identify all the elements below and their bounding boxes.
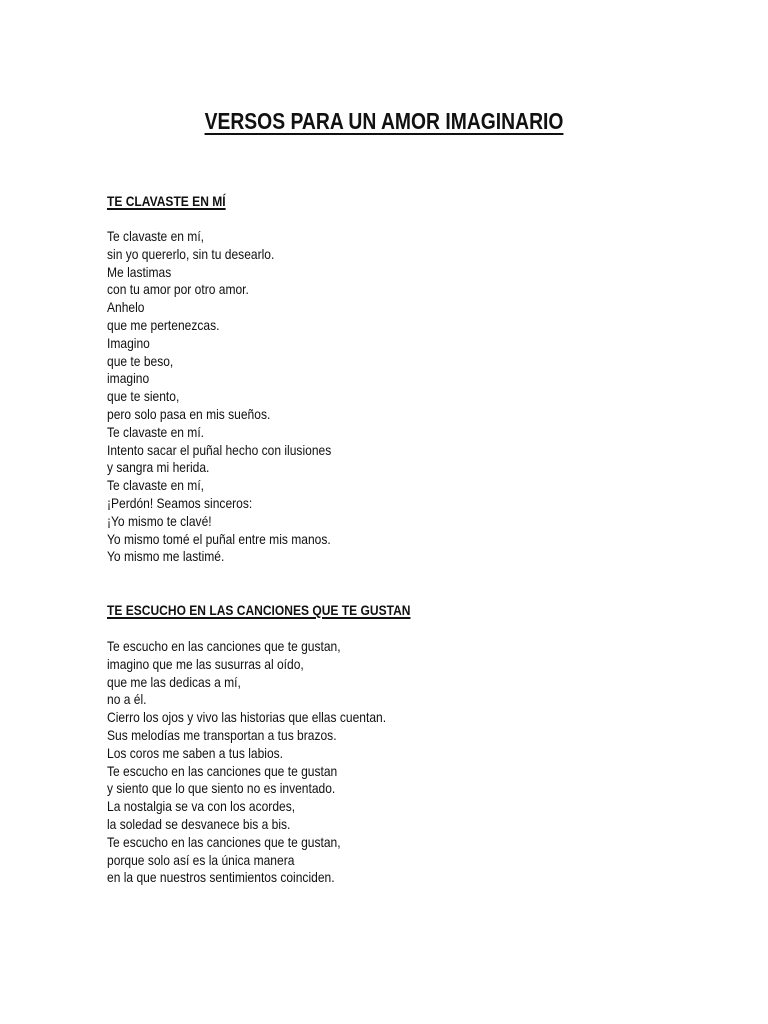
poem-lines <box>107 228 709 566</box>
poem-line: Me lastimas <box>107 263 172 280</box>
poem-line: Te clavaste en mí. <box>107 423 205 440</box>
poem-line: Te clavaste en mí, <box>107 477 205 494</box>
poem-line: Yo mismo tomé el puñal entre mis manos. <box>107 530 331 547</box>
poem-line: Sus melodías me transportan a tus brazos. <box>107 726 337 743</box>
poem-line: La nostalgia se va con los acordes, <box>107 798 296 815</box>
poem-line: pero solo pasa en mis sueños. <box>107 405 271 422</box>
poem-line: sin yo quererlo, sin tu desearlo. <box>107 245 275 262</box>
poem-line: que te beso, <box>107 352 174 369</box>
poem-line: Te escucho en las canciones que te gustan <box>107 762 338 779</box>
poem-line: imagino <box>107 370 150 387</box>
poem-line: con tu amor por otro amor. <box>107 281 249 298</box>
poem-line: que me las dedicas a mí, <box>107 673 241 690</box>
poem-line: la soledad se desvanece bis a bis. <box>107 815 291 832</box>
poem-line: Intento sacar el puñal hecho con ilusiones <box>107 441 332 458</box>
poem-line: ¡Perdón! Seamos sinceros: <box>107 494 253 511</box>
poem-line: que me pertenezcas. <box>107 316 220 333</box>
poem-line: en la que nuestros sentimientos coinciden. <box>107 869 335 886</box>
poem-line: porque solo así es la única manera <box>107 851 295 868</box>
poem-line: Imagino <box>107 334 150 351</box>
poem-title: TE CLAVASTE EN MÍ <box>107 193 226 209</box>
poem-line: y sangra mi herida. <box>107 459 210 476</box>
poem-line: Yo mismo me lastimé. <box>107 548 225 565</box>
document-title: VERSOS PARA UN AMOR IMAGINARIO <box>204 108 564 135</box>
poem-line: no a él. <box>107 691 147 708</box>
poem-title: TE ESCUCHO EN LAS CANCIONES QUE TE GUSTAN <box>107 602 411 618</box>
poem-line: Los coros me saben a tus labios. <box>107 744 284 761</box>
poem-line: ¡Yo mismo te clavé! <box>107 512 212 529</box>
poem-line: que te siento, <box>107 388 180 405</box>
poem-lines <box>107 638 709 887</box>
poem-line: Te escucho en las canciones que te gustan, <box>107 638 341 654</box>
poem-line: imagino que me las susurras al oído, <box>107 655 304 672</box>
poem-line: Anhelo <box>107 299 145 316</box>
poem-line: y siento que lo que siento no es inventado. <box>107 780 336 797</box>
poem-line: Te clavaste en mí, <box>107 228 205 244</box>
poem-line: Te escucho en las canciones que te gustan, <box>107 833 341 850</box>
poem-line: Cierro los ojos y vivo las historias que ellas cuentan. <box>107 709 387 726</box>
